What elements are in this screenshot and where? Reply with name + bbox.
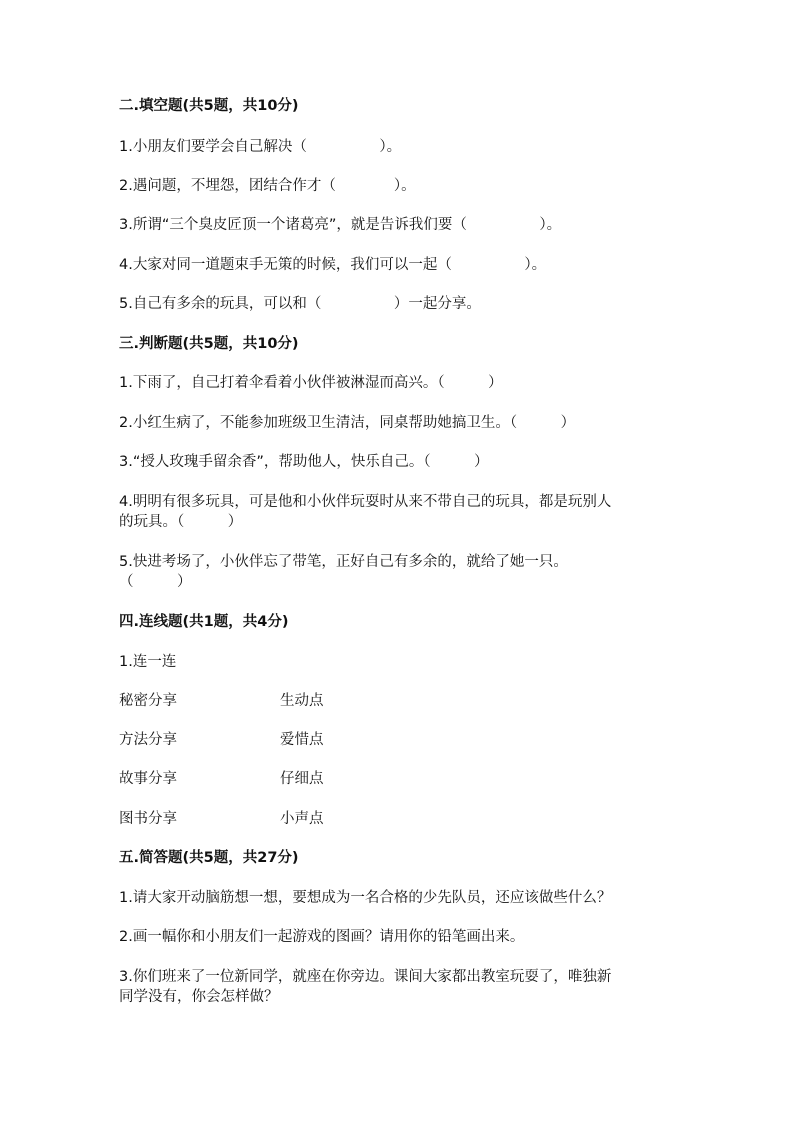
question-text: 2.画一幅你和小朋友们一起游戏的图画？请用你的铅笔画出来。 — [119, 929, 525, 945]
question-text: 2.小红生病了，不能参加班级卫生清洁，同桌帮助她搞卫生。（ ） — [119, 415, 576, 431]
question-text: 1.请大家开动脑筋想一想，要想成为一名合格的少先队员，还应该做些什么？ — [119, 890, 612, 906]
question-text-continued: （ ） — [119, 574, 192, 590]
question-text: 5.快进考场了，小伙伴忘了带笔，正好自己有多余的，就给了她一只。 — [119, 554, 568, 570]
question-text: 3.所谓“三个臭皮匠顶一个诸葛亮”，就是告诉我们要（ ）。 — [119, 217, 562, 233]
question-text: 2.遇问题，不埋怨，团结合作才（ ）。 — [119, 178, 416, 194]
section-heading-true-false: 三.判断题(共5题，共10分) — [119, 336, 299, 352]
match-right-item: 生动点 — [280, 693, 324, 709]
question-text: 3.“授人玫瑰手留余香”，帮助他人，快乐自己。（ ） — [119, 454, 489, 470]
question-text: 3.你们班来了一位新同学，就座在你旁边。课间大家都出教室玩耍了，唯独新 — [119, 969, 612, 985]
section-heading-fill-blank: 二.填空题(共5题，共10分) — [119, 98, 299, 114]
match-right-item: 仔细点 — [280, 771, 324, 787]
match-left-item: 故事分享 — [119, 771, 177, 787]
section-heading-matching: 四.连线题(共1题，共4分) — [119, 614, 289, 630]
question-text: 1.小朋友们要学会自己解决（ ）。 — [119, 139, 402, 155]
section-heading-short-answer: 五.简答题(共5题，共27分) — [119, 850, 299, 866]
question-text-continued: 同学没有，你会怎样做？ — [119, 989, 279, 1005]
question-text: 1.下雨了，自己打着伞看着小伙伴被淋湿而高兴。（ ） — [119, 375, 503, 391]
question-text: 1.连一连 — [119, 654, 177, 670]
question-text: 4.明明有很多玩具，可是他和小伙伴玩耍时从来不带自己的玩具，都是玩别人 — [119, 494, 612, 510]
question-text: 5.自己有多余的玩具，可以和（ ）一起分享。 — [119, 296, 481, 312]
question-text: 4.大家对同一道题束手无策的时候，我们可以一起（ ）。 — [119, 257, 547, 273]
match-left-item: 方法分享 — [119, 732, 177, 748]
match-left-item: 图书分享 — [119, 811, 177, 827]
question-text-continued: 的玩具。（ ） — [119, 514, 243, 530]
match-right-item: 爱惜点 — [280, 732, 324, 748]
match-left-item: 秘密分享 — [119, 693, 177, 709]
match-right-item: 小声点 — [280, 811, 324, 827]
